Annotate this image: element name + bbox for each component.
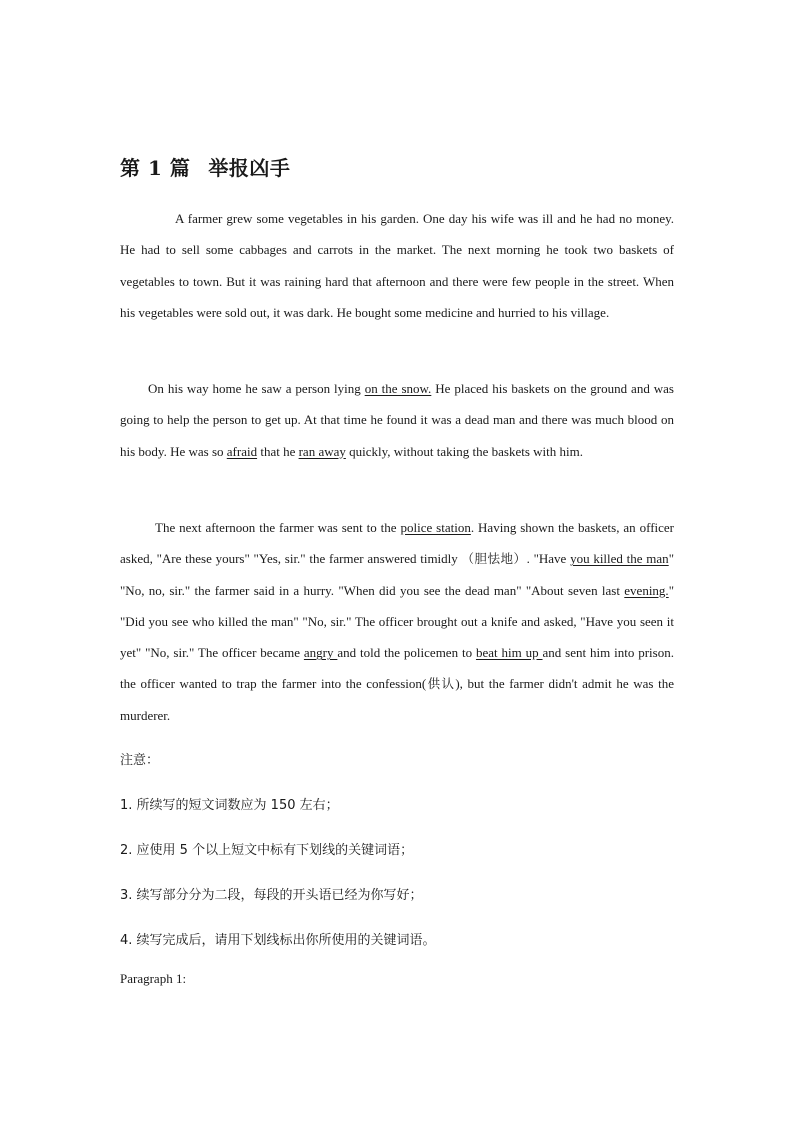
paragraph-1: A farmer grew some vegetables in his garden. One day his wife was ill and he had no money. He had to sell some cabbages and carrots in the market. The next morning he took two baskets of vegetables to town. But it was raining hard that afternoon and there were few people in the street. When his vegetables were sold out, it was dark. He bought some medicine and hurried to his village. — [120, 211, 674, 320]
page-title — [120, 152, 290, 181]
title-suffix: 篇 — [169, 156, 191, 180]
p3-text: and sent him into prison. the officer wanted to trap the farmer into the confession( — [120, 645, 674, 692]
title-number: 1 — [147, 156, 163, 180]
title-prefix: 第 — [120, 156, 141, 180]
paragraph-1-label: Paragraph 1: — [120, 971, 187, 986]
p3-gloss-timidly: （胆怯地） — [461, 551, 527, 567]
p2-text: He placed his baskets on the ground and was going to help the person to get up. At that time he found it was a dead man and there was much blood on his body. He was so — [120, 381, 674, 459]
p2-text: that he — [257, 443, 299, 459]
p3-keyword-beat-him-up: beat him up — [475, 645, 543, 661]
p3-keyword-you-killed-the-man: you killed the man — [570, 551, 669, 567]
note-item: 4. 续写完成后，请用下划线标出你所使用的关键词语。 — [120, 933, 436, 948]
title-name: 举报凶手 — [208, 156, 291, 180]
p3-text: The next afternoon the farmer was sent to the — [155, 520, 401, 535]
p2-text: On his way home he saw a person lying — [148, 381, 365, 396]
p3-keyword-police-station: police station — [400, 520, 471, 535]
paragraph-3 — [120, 512, 674, 731]
p3-keyword-evening: evening. — [624, 582, 669, 598]
p3-text: ), but the farmer didn't admit he was the murderer. — [120, 676, 674, 723]
note-item: 3. 续写部分分为二段，每段的开头语已经为你写好； — [120, 888, 423, 903]
p3-text: " "Did you see who killed the man" "No, sir." The officer brought out a knife and asked, "Have you seen it yet" "No, sir." The officer became — [120, 582, 674, 661]
note-item: 1. 所续写的短文词数应为 150 左右； — [120, 798, 339, 813]
p2-keyword-on-the-snow: on the snow. — [364, 381, 432, 396]
p2-keyword-ran-away: ran away — [298, 443, 346, 459]
p3-text: " "No, no, sir." the farmer said in a hurry. "When did you see the dead man" "About seven last — [120, 551, 674, 598]
p3-keyword-angry: angry — [303, 645, 338, 661]
p3-text: . Having shown the baskets, an officer asked, "Are these yours" "Yes, sir." the farmer answered timidly — [120, 520, 675, 567]
p3-text: . "Have — [526, 551, 571, 567]
p3-text: and told the policemen to — [337, 645, 476, 661]
p2-keyword-afraid: afraid — [226, 443, 258, 459]
p2-text: quickly, without taking the baskets with him. — [345, 443, 583, 459]
note-item: 2. 应使用 5 个以上短文中标有下划线的关键词语； — [120, 843, 414, 858]
paragraph-2 — [120, 373, 674, 467]
p3-gloss-confession: 供认 — [426, 676, 456, 692]
notes-heading: 注意： — [120, 753, 160, 768]
